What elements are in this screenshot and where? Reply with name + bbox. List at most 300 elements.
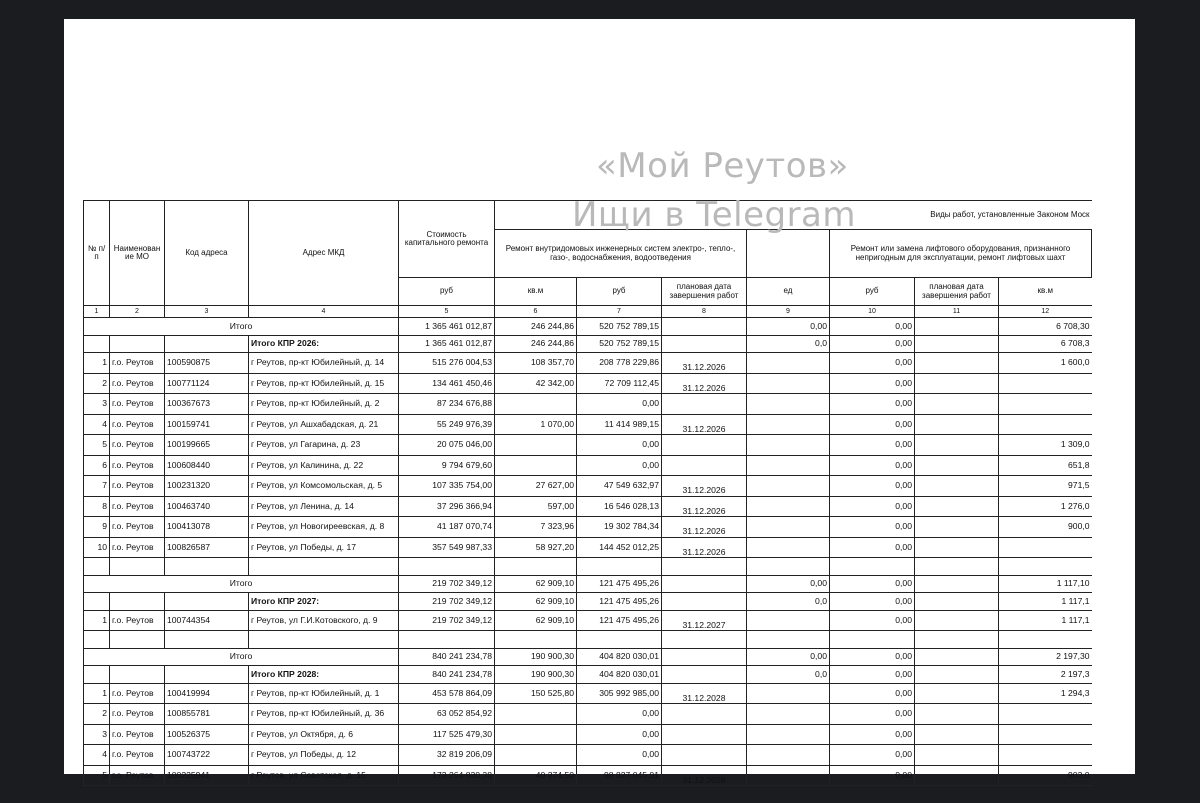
row-plan-date-2	[915, 765, 999, 786]
row-address: г Реутов, пр-кт Юбилейный, д. 36	[249, 704, 399, 725]
row-plan-date-2	[915, 704, 999, 725]
row-cost: 37 296 366,94	[399, 496, 495, 517]
row-units	[747, 373, 830, 394]
total-units: 0,0	[747, 593, 830, 611]
row-mo: г.о. Реутов	[110, 745, 165, 766]
row-sqm: 597,00	[495, 496, 577, 517]
empty-cell	[662, 575, 747, 593]
row-plan-date: 31.12.2028	[662, 765, 747, 786]
total-sqm: 190 900,30	[495, 666, 577, 684]
empty-cell	[662, 318, 747, 336]
row-cost: 134 461 450,46	[399, 373, 495, 394]
empty-cell	[84, 558, 110, 576]
row-cost: 87 234 676,88	[399, 394, 495, 415]
table-row	[84, 765, 1092, 786]
row-cost: 55 249 976,39	[399, 414, 495, 435]
total-units: 0,00	[747, 575, 830, 593]
table-row	[84, 414, 1092, 435]
header-mo: Наименован ие МО	[110, 201, 165, 306]
row-address-code: 100463740	[165, 496, 249, 517]
total-sqm: 62 909,10	[495, 593, 577, 611]
row-mo: г.о. Реутов	[110, 414, 165, 435]
total-sqm-2: 2 197,3	[999, 666, 1092, 684]
row-plan-date	[662, 745, 747, 766]
row-plan-date	[662, 704, 747, 725]
row-mo: г.о. Реутов	[110, 496, 165, 517]
empty-cell	[399, 631, 495, 649]
row-plan-date-2	[915, 724, 999, 745]
total-sqm: 62 909,10	[495, 575, 577, 593]
row-rub: 0,00	[577, 704, 662, 725]
row-cost: 117 525 479,30	[399, 724, 495, 745]
total-rub-2: 0,00	[830, 318, 915, 336]
header-group-engineering: Ремонт внутридомовых инженерных систем электро-, тепло-, газо-, водоснабжения, водоотведения	[495, 230, 747, 278]
row-units	[747, 704, 830, 725]
row-rub-2: 0,00	[830, 610, 915, 631]
row-sqm: 40 374,50	[495, 765, 577, 786]
header-address: Адрес МКД	[249, 201, 399, 306]
row-rub-2: 0,00	[830, 353, 915, 374]
total-row-2026	[84, 318, 1092, 336]
row-units	[747, 414, 830, 435]
total-label: Итого	[84, 575, 399, 593]
row-sqm	[495, 455, 577, 476]
row-plan-date-2	[915, 610, 999, 631]
row-address: г Реутов, ул Советская, д. 15	[249, 765, 399, 786]
total-row-2028	[84, 648, 1092, 666]
row-sqm-2	[999, 537, 1092, 558]
row-number: 1	[84, 353, 110, 374]
total-label: Итого	[84, 648, 399, 666]
row-rub-2: 0,00	[830, 476, 915, 497]
row-address: г Реутов, ул Победы, д. 17	[249, 537, 399, 558]
header-plan-date-2: плановая дата завершения работ	[915, 278, 999, 306]
empty-cell	[747, 558, 830, 576]
empty-cell	[830, 631, 915, 649]
header-unit-cost: руб	[399, 278, 495, 306]
row-units	[747, 353, 830, 374]
row-number: 5	[84, 765, 110, 786]
row-address: г Реутов, ул Гагарина, д. 23	[249, 435, 399, 456]
row-units	[747, 476, 830, 497]
row-plan-date-2	[915, 353, 999, 374]
table-row	[84, 353, 1092, 374]
row-units	[747, 765, 830, 786]
total-rub: 121 475 495,26	[577, 575, 662, 593]
row-address: г Реутов, ул Комсомольская, д. 5	[249, 476, 399, 497]
row-sqm-2: 903,0	[999, 765, 1092, 786]
total-cost: 1 365 461 012,87	[399, 335, 495, 353]
row-sqm-2: 900,0	[999, 517, 1092, 538]
total-rub-2: 0,00	[830, 593, 915, 611]
total-sqm-2: 2 197,30	[999, 648, 1092, 666]
empty-cell	[165, 558, 249, 576]
empty-cell	[662, 631, 747, 649]
total-rub-2: 0,00	[830, 575, 915, 593]
header-cost: Стоимость капитального ремонта	[399, 201, 495, 278]
row-mo: г.о. Реутов	[110, 610, 165, 631]
kpr-total-row-2027	[84, 593, 1092, 611]
row-cost: 107 335 754,00	[399, 476, 495, 497]
row-address: г Реутов, ул Ленина, д. 14	[249, 496, 399, 517]
row-address: г Реутов, ул Ашхабадская, д. 21	[249, 414, 399, 435]
total-units: 0,0	[747, 666, 830, 684]
row-rub: 0,00	[577, 724, 662, 745]
row-sqm	[495, 435, 577, 456]
row-cost: 41 187 070,74	[399, 517, 495, 538]
total-cost: 840 241 234,78	[399, 666, 495, 684]
row-cost: 173 264 830,38	[399, 765, 495, 786]
row-plan-date	[662, 455, 747, 476]
row-sqm: 42 342,00	[495, 373, 577, 394]
row-rub-2: 0,00	[830, 745, 915, 766]
row-address: г Реутов, ул Г.И.Котовского, д. 9	[249, 610, 399, 631]
row-address: г Реутов, ул Октября, д. 6	[249, 724, 399, 745]
row-address: г Реутов, пр-кт Юбилейный, д. 2	[249, 394, 399, 415]
row-address-code: 100419994	[165, 683, 249, 704]
total-cost: 1 365 461 012,87	[399, 318, 495, 336]
empty-cell	[662, 666, 747, 684]
row-plan-date-2	[915, 476, 999, 497]
empty-cell	[165, 666, 249, 684]
empty-cell	[84, 631, 110, 649]
empty-cell	[495, 631, 577, 649]
row-address-code: 100608440	[165, 455, 249, 476]
row-address-code: 100744354	[165, 610, 249, 631]
empty-cell	[399, 558, 495, 576]
repair-program-table	[83, 200, 1092, 786]
total-sqm-2: 6 708,3	[999, 335, 1092, 353]
row-mo: г.о. Реутов	[110, 683, 165, 704]
table-row	[84, 745, 1092, 766]
row-cost: 515 276 004,53	[399, 353, 495, 374]
total-sqm: 190 900,30	[495, 648, 577, 666]
row-number: 2	[84, 373, 110, 394]
row-sqm: 108 357,70	[495, 353, 577, 374]
empty-cell	[110, 335, 165, 353]
row-number: 3	[84, 394, 110, 415]
total-sqm-2: 1 117,10	[999, 575, 1092, 593]
row-sqm-2: 971,5	[999, 476, 1092, 497]
row-plan-date	[662, 724, 747, 745]
total-label: Итого	[84, 318, 399, 336]
row-address: г Реутов, пр-кт Юбилейный, д. 14	[249, 353, 399, 374]
row-mo: г.о. Реутов	[110, 476, 165, 497]
row-cost: 20 075 046,00	[399, 435, 495, 456]
row-mo: г.о. Реутов	[110, 724, 165, 745]
table-row	[84, 683, 1092, 704]
row-rub-2: 0,00	[830, 704, 915, 725]
row-sqm-2	[999, 373, 1092, 394]
row-number: 9	[84, 517, 110, 538]
row-number: 3	[84, 724, 110, 745]
row-number: 4	[84, 745, 110, 766]
row-mo: г.о. Реутов	[110, 394, 165, 415]
row-number: 1	[84, 610, 110, 631]
table-row	[84, 476, 1092, 497]
total-rub: 404 820 030,01	[577, 648, 662, 666]
row-number: 8	[84, 496, 110, 517]
row-units	[747, 537, 830, 558]
row-sqm-2	[999, 414, 1092, 435]
row-sqm: 58 927,20	[495, 537, 577, 558]
header-unit-rub-2: руб	[830, 278, 915, 306]
row-rub-2: 0,00	[830, 765, 915, 786]
row-rub-2: 0,00	[830, 455, 915, 476]
header-unit-ed: ед	[747, 278, 830, 306]
total-label: Итого КПР 2026:	[249, 335, 399, 353]
row-sqm	[495, 724, 577, 745]
row-plan-date: 31.12.2027	[662, 610, 747, 631]
total-cost: 840 241 234,78	[399, 648, 495, 666]
total-rub: 404 820 030,01	[577, 666, 662, 684]
row-address-code: 100526375	[165, 724, 249, 745]
row-mo: г.о. Реутов	[110, 517, 165, 538]
row-cost: 219 702 349,12	[399, 610, 495, 631]
total-rub: 121 475 495,26	[577, 593, 662, 611]
empty-cell	[110, 666, 165, 684]
row-cost: 357 549 987,33	[399, 537, 495, 558]
row-sqm-2: 1 309,0	[999, 435, 1092, 456]
row-address-code: 100367673	[165, 394, 249, 415]
row-plan-date: 31.12.2026	[662, 476, 747, 497]
row-cost: 63 052 854,92	[399, 704, 495, 725]
row-address: г Реутов, ул Калинина, д. 22	[249, 455, 399, 476]
header-code: Код адреса	[165, 201, 249, 306]
row-sqm-2: 1 600,0	[999, 353, 1092, 374]
row-rub-2: 0,00	[830, 724, 915, 745]
row-address-code: 100159741	[165, 414, 249, 435]
total-units: 0,00	[747, 648, 830, 666]
row-number: 5	[84, 435, 110, 456]
kpr-total-row-2028	[84, 666, 1092, 684]
header-unit-sqm-2: кв.м	[999, 278, 1092, 306]
row-plan-date: 31.12.2026	[662, 517, 747, 538]
document-sheet	[64, 19, 1135, 785]
empty-cell	[662, 593, 747, 611]
row-mo: г.о. Реутов	[110, 435, 165, 456]
row-plan-date	[662, 394, 747, 415]
row-rub: 0,00	[577, 455, 662, 476]
empty-cell	[165, 631, 249, 649]
empty-cell	[249, 631, 399, 649]
total-cost: 219 702 349,12	[399, 575, 495, 593]
row-rub: 0,00	[577, 394, 662, 415]
row-units	[747, 745, 830, 766]
row-sqm-2: 651,8	[999, 455, 1092, 476]
row-address: г Реутов, пр-кт Юбилейный, д. 1	[249, 683, 399, 704]
row-plan-date: 31.12.2026	[662, 537, 747, 558]
row-rub: 208 778 229,86	[577, 353, 662, 374]
row-number: 2	[84, 704, 110, 725]
table-row	[84, 610, 1092, 631]
row-plan-date: 31.12.2028	[662, 683, 747, 704]
row-number: 10	[84, 537, 110, 558]
row-sqm: 27 627,00	[495, 476, 577, 497]
row-units	[747, 496, 830, 517]
column-numbers-row: 1 2 3 4 5 6 7 8 9 10 11 12	[84, 306, 1092, 318]
row-units	[747, 455, 830, 476]
row-rub: 144 452 012,25	[577, 537, 662, 558]
table-row	[84, 394, 1092, 415]
row-units	[747, 435, 830, 456]
row-plan-date: 31.12.2026	[662, 496, 747, 517]
row-sqm-2	[999, 724, 1092, 745]
row-address-code: 100771124	[165, 373, 249, 394]
header-works: Виды работ, установленные Законом Моск	[495, 201, 1092, 230]
total-cost: 219 702 349,12	[399, 593, 495, 611]
row-rub-2: 0,00	[830, 435, 915, 456]
row-rub: 0,00	[577, 435, 662, 456]
empty-cell	[84, 593, 110, 611]
row-rub: 11 414 989,15	[577, 414, 662, 435]
total-rub-2: 0,00	[830, 335, 915, 353]
row-cost: 32 819 206,09	[399, 745, 495, 766]
total-sqm: 246 244,86	[495, 335, 577, 353]
row-plan-date-2	[915, 745, 999, 766]
row-plan-date-2	[915, 683, 999, 704]
empty-cell	[915, 593, 999, 611]
row-sqm	[495, 394, 577, 415]
row-address: г Реутов, ул Новогиреевская, д. 8	[249, 517, 399, 538]
header-unit-sqm: кв.м	[495, 278, 577, 306]
header-plan-date: плановая дата завершения работ	[662, 278, 747, 306]
row-units	[747, 724, 830, 745]
total-rub-2: 0,00	[830, 648, 915, 666]
empty-cell	[84, 666, 110, 684]
row-units	[747, 517, 830, 538]
row-plan-date-2	[915, 537, 999, 558]
row-address-code: 100826587	[165, 537, 249, 558]
row-sqm: 7 323,96	[495, 517, 577, 538]
total-label: Итого КПР 2028:	[249, 666, 399, 684]
row-rub: 72 709 112,45	[577, 373, 662, 394]
row-rub-2: 0,00	[830, 537, 915, 558]
row-mo: г.о. Реутов	[110, 455, 165, 476]
row-rub: 19 302 784,34	[577, 517, 662, 538]
empty-cell	[915, 631, 999, 649]
watermark-title: «Мой Реутов»	[596, 146, 849, 186]
spacer-row	[84, 631, 1092, 649]
watermark-telegram: Ищи в Telegram	[572, 195, 856, 235]
empty-cell	[662, 648, 747, 666]
empty-cell	[110, 558, 165, 576]
row-sqm-2: 1 117,1	[999, 610, 1092, 631]
row-address-code: 100199665	[165, 435, 249, 456]
row-cost: 9 794 679,60	[399, 455, 495, 476]
total-units: 0,00	[747, 318, 830, 336]
header-group-elevator: Ремонт или замена лифтового оборудования, признанного непригодным для эксплуатации, ремонт лифтовых шахт	[830, 230, 1092, 278]
table-row	[84, 435, 1092, 456]
empty-cell	[495, 558, 577, 576]
row-mo: г.о. Реутов	[110, 373, 165, 394]
row-address-code: 100743722	[165, 745, 249, 766]
row-mo: г.о. Реутов	[110, 704, 165, 725]
total-label: Итого КПР 2027:	[249, 593, 399, 611]
row-sqm	[495, 704, 577, 725]
row-rub: 0,00	[577, 745, 662, 766]
row-sqm-2	[999, 704, 1092, 725]
row-rub: 98 827 045,01	[577, 765, 662, 786]
table-row	[84, 373, 1092, 394]
row-sqm-2: 1 276,0	[999, 496, 1092, 517]
row-number: 7	[84, 476, 110, 497]
empty-cell	[999, 558, 1092, 576]
row-units	[747, 394, 830, 415]
total-sqm-2: 1 117,1	[999, 593, 1092, 611]
table-row	[84, 496, 1092, 517]
row-number: 6	[84, 455, 110, 476]
row-plan-date-2	[915, 517, 999, 538]
row-rub-2: 0,00	[830, 683, 915, 704]
row-address-code: 100855781	[165, 704, 249, 725]
row-sqm: 1 070,00	[495, 414, 577, 435]
row-plan-date-2	[915, 414, 999, 435]
spacer-row	[84, 558, 1092, 576]
row-rub: 16 546 028,13	[577, 496, 662, 517]
row-plan-date: 31.12.2026	[662, 373, 747, 394]
row-sqm	[495, 745, 577, 766]
empty-cell	[915, 648, 999, 666]
table-row	[84, 724, 1092, 745]
total-rub: 520 752 789,15	[577, 335, 662, 353]
row-plan-date: 31.12.2026	[662, 353, 747, 374]
empty-cell	[662, 335, 747, 353]
kpr-total-row-2026	[84, 335, 1092, 353]
empty-cell	[249, 558, 399, 576]
row-mo: г.о. Реутов	[110, 353, 165, 374]
empty-cell	[165, 335, 249, 353]
row-units	[747, 683, 830, 704]
empty-cell	[830, 558, 915, 576]
row-cost: 453 578 864,09	[399, 683, 495, 704]
row-mo: г.о. Реутов	[110, 537, 165, 558]
table-row	[84, 455, 1092, 476]
empty-cell	[915, 558, 999, 576]
empty-cell	[110, 631, 165, 649]
row-plan-date: 31.12.2026	[662, 414, 747, 435]
row-address-code: 100413078	[165, 517, 249, 538]
row-units	[747, 610, 830, 631]
empty-cell	[999, 631, 1092, 649]
table-row	[84, 704, 1092, 725]
empty-cell	[577, 631, 662, 649]
header-num: № п/п	[84, 201, 110, 306]
row-rub: 47 549 632,97	[577, 476, 662, 497]
total-units: 0,0	[747, 335, 830, 353]
row-plan-date-2	[915, 394, 999, 415]
empty-cell	[110, 593, 165, 611]
row-rub-2: 0,00	[830, 414, 915, 435]
row-number: 4	[84, 414, 110, 435]
row-rub-2: 0,00	[830, 496, 915, 517]
row-sqm: 62 909,10	[495, 610, 577, 631]
empty-cell	[84, 335, 110, 353]
empty-cell	[577, 558, 662, 576]
row-sqm-2	[999, 745, 1092, 766]
row-plan-date	[662, 435, 747, 456]
row-rub-2: 0,00	[830, 394, 915, 415]
row-rub: 121 475 495,26	[577, 610, 662, 631]
row-plan-date-2	[915, 455, 999, 476]
empty-cell	[915, 575, 999, 593]
total-row-2027	[84, 575, 1092, 593]
row-plan-date-2	[915, 435, 999, 456]
total-rub: 520 752 789,15	[577, 318, 662, 336]
table-row	[84, 517, 1092, 538]
row-number: 1	[84, 683, 110, 704]
row-rub-2: 0,00	[830, 373, 915, 394]
